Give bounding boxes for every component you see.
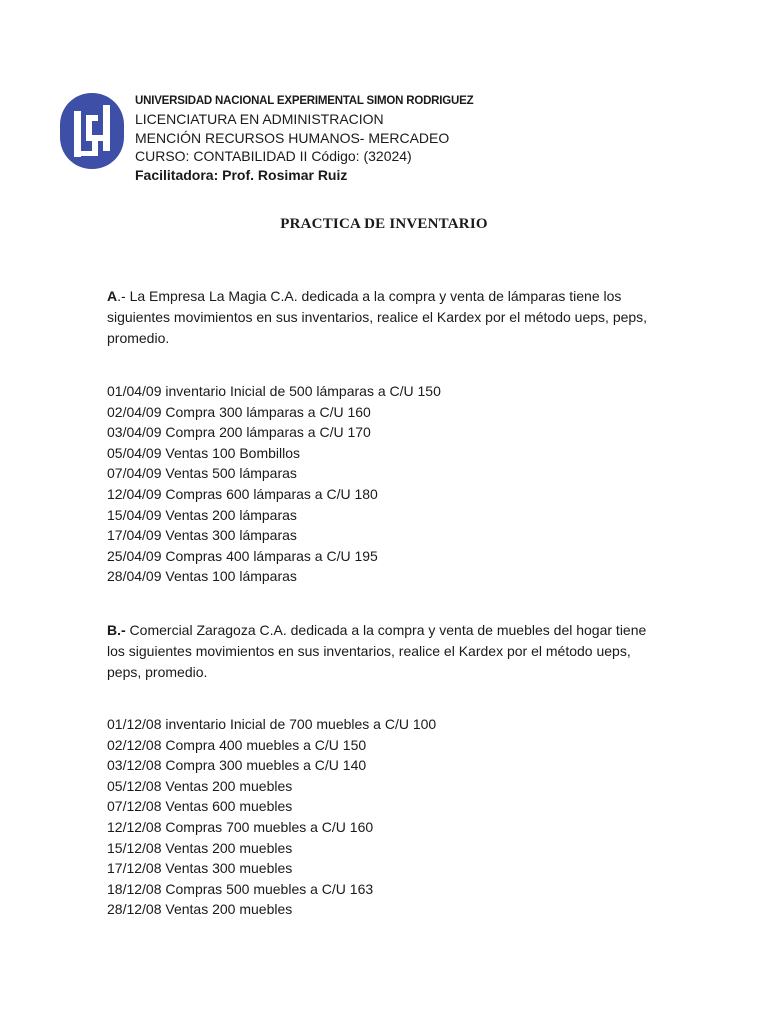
- movement-line: 17/04/09 Ventas 300 lámparas: [107, 527, 297, 544]
- movement-line: 03/04/09 Compra 200 lámparas a C/U 170: [107, 424, 371, 441]
- section-a-movements: [107, 381, 667, 587]
- degree-line: LICENCIATURA EN ADMINISTRACION: [135, 111, 384, 127]
- university-name: UNIVERSIDAD NACIONAL EXPERIMENTAL SIMON RODRIGUEZ: [135, 95, 474, 107]
- movement-line: 01/12/08 inventario Inicial de 700 muebles a C/U 100: [107, 716, 437, 732]
- movement-line: 15/12/08 Ventas 200 muebles: [107, 839, 293, 856]
- document-header: [135, 94, 473, 184]
- section-a-statement: [107, 286, 667, 348]
- section-a-label: A: [107, 288, 118, 304]
- movement-line: 18/12/08 Compras 500 muebles a C/U 163: [107, 880, 374, 897]
- section-b-statement: [107, 620, 667, 682]
- movement-line: 03/12/08 Compra 300 muebles a C/U 140: [107, 757, 367, 774]
- movement-line: 02/12/08 Compra 400 muebles a C/U 150: [107, 736, 367, 753]
- movement-line: 01/04/09 inventario Inicial de 500 lámparas a C/U 150: [107, 383, 441, 399]
- university-logo: [60, 93, 124, 169]
- page-title: PRACTICA DE INVENTARIO: [280, 216, 488, 232]
- movement-line: 12/04/09 Compras 600 lámparas a C/U 180: [107, 485, 378, 502]
- section-a-text: .- La Empresa La Magia C.A. dedicada a la compra y venta de lámparas tiene los siguientes movimientos en sus inventarios, realice el Kardex por el método ueps, peps, promedio.: [107, 288, 648, 346]
- movement-line: 12/12/08 Compras 700 muebles a C/U 160: [107, 818, 374, 835]
- movement-line: 28/12/08 Ventas 200 muebles: [107, 901, 293, 918]
- movement-line: 05/12/08 Ventas 200 muebles: [107, 777, 293, 794]
- movement-line: 02/04/09 Compra 300 lámparas a C/U 160: [107, 403, 371, 420]
- movement-line: 07/04/09 Ventas 500 lámparas: [107, 465, 297, 482]
- movement-line: 25/04/09 Compras 400 lámparas a C/U 195: [107, 547, 378, 564]
- mention-line: MENCIÓN RECURSOS HUMANOS- MERCADEO: [135, 129, 450, 146]
- facilitator-line: Facilitadora: Prof. Rosimar Ruiz: [135, 166, 348, 183]
- section-b-label: B.-: [107, 622, 126, 638]
- movement-line: 07/12/08 Ventas 600 muebles: [107, 798, 293, 815]
- movement-line: 28/04/09 Ventas 100 lámparas: [107, 568, 297, 585]
- section-b-text: Comercial Zaragoza C.A. dedicada a la compra y venta de muebles del hogar tiene los siguientes movimientos en sus inventarios, realice el Kardex por el método ueps, peps, promedio.: [107, 622, 647, 680]
- course-line: CURSO: CONTABILIDAD II Código: (32024): [135, 148, 412, 164]
- movement-line: 15/04/09 Ventas 200 lámparas: [107, 506, 297, 523]
- section-b-movements: [107, 714, 667, 920]
- movement-line: 17/12/08 Ventas 300 muebles: [107, 860, 293, 877]
- movement-line: 05/04/09 Ventas 100 Bombillos: [107, 444, 301, 461]
